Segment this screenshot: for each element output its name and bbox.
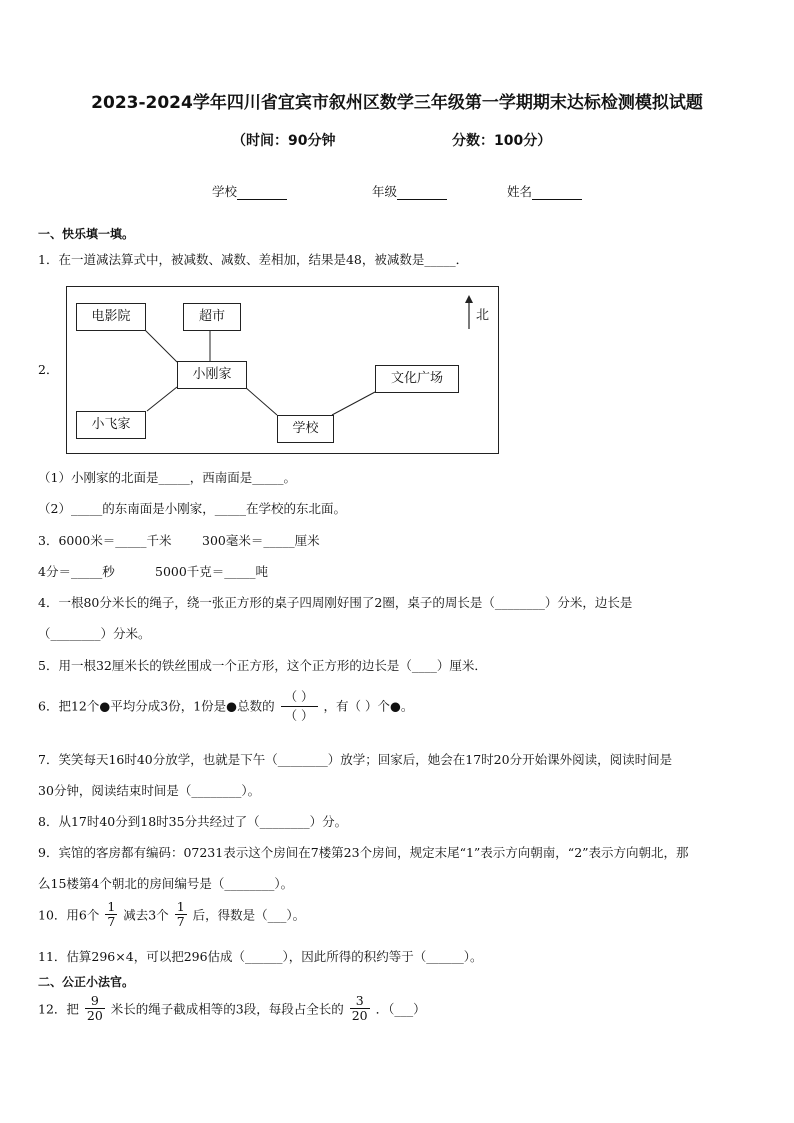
name-blank[interactable]: [532, 185, 582, 200]
question-6: [38, 688, 413, 725]
question-11: 11．估算296×4，可以把296估成（______），因此所得的积约等于（______）。: [38, 949, 483, 964]
question-2-part-2: （2）_____的东南面是小刚家，_____在学校的东北面。: [38, 501, 346, 516]
question-6-fraction: [281, 688, 318, 725]
fraction-denominator: 7: [176, 914, 185, 929]
school-label: 学校: [212, 184, 238, 199]
school-blank[interactable]: [237, 185, 287, 200]
question-2-number: 2．: [38, 362, 59, 377]
question-8: 8．从17时40分到18时35分共经过了（________）分。: [38, 814, 348, 829]
question-3-c: 4分＝_____秒: [38, 564, 115, 579]
section-heading-true-false: 二、公正小法官。: [38, 975, 135, 989]
question-12-fraction-2: [350, 994, 370, 1023]
school-field: [212, 182, 287, 200]
question-12-b: 米长的绳子截成相等的3段，每段占全长的: [110, 1001, 344, 1017]
fraction-numerator: 3: [350, 994, 370, 1009]
exam-score: 分数：100分）: [452, 133, 552, 149]
question-3-a: 3．6000米＝_____千米: [38, 533, 172, 548]
question-10-a: 10．用6个: [38, 907, 100, 923]
map-xiaofei-home: 小飞家: [76, 411, 146, 439]
grade-label: 年级: [372, 184, 398, 199]
fraction-denominator: 20: [86, 1008, 103, 1023]
page-title: 2023-2024学年四川省宜宾市叙州区数学三年级第一学期期末达标检测模拟试题: [91, 93, 703, 113]
direction-map: [66, 286, 499, 454]
question-12-c: ．（___）: [375, 1001, 426, 1017]
question-2-part-1: （1）小刚家的北面是_____，西南面是_____。: [38, 470, 296, 485]
question-1: 1．在一道减法算式中，被减数、减数、差相加，结果是48，被减数是_____．: [38, 252, 469, 267]
map-culture-square: 文化广场: [375, 365, 459, 393]
map-cinema: 电影院: [76, 303, 146, 331]
map-supermarket: 超市: [183, 303, 241, 331]
section-heading-fill-in: 一、快乐填一填。: [38, 227, 135, 241]
name-field: [507, 182, 582, 200]
question-9-line-1: 9．宾馆的客房都有编码：07231表示这个房间在7楼第23个房间，规定末尾“1”表示方向朝南，“2”表示方向朝北，那: [38, 845, 689, 860]
grade-field: [372, 182, 447, 200]
fraction-denominator: 7: [107, 914, 116, 929]
question-12-fraction-1: [85, 994, 105, 1023]
fraction-numerator: 9: [85, 994, 105, 1009]
question-6-fraction-denominator[interactable]: （ ）: [284, 708, 314, 723]
map-school: 学校: [277, 415, 334, 443]
question-3-d: 5000千克＝_____吨: [155, 564, 269, 579]
question-6-prefix: 6．把12个●平均分成3份，1份是●总数的: [38, 698, 275, 714]
question-4-line-1: 4．一根80分米长的绳子，绕一张正方形的桌子四周刚好围了2圈，桌子的周长是（________）分米，边长是: [38, 595, 633, 610]
question-4-line-2: （________）分米。: [38, 626, 151, 641]
question-10-c: 后，得数是（___）。: [192, 907, 306, 923]
question-7-line-2: 30分钟，阅读结束时间是（________）。: [38, 783, 261, 798]
fraction-denominator: 20: [351, 1008, 368, 1023]
question-6-suffix: ，有（ ）个●。: [323, 698, 414, 714]
question-3-b: 300毫米＝_____厘米: [202, 533, 320, 548]
question-10-fraction-1: [105, 900, 117, 929]
fraction-numerator: 1: [107, 899, 116, 914]
question-10-b: 减去3个: [123, 907, 169, 923]
question-10-fraction-2: [175, 900, 187, 929]
question-12-a: 12．把: [38, 1001, 79, 1017]
question-12: [38, 994, 426, 1023]
question-9-line-2: 么15楼第4个朝北的房间编号是（________）。: [38, 876, 294, 891]
exam-time: （时间：90分钟: [232, 133, 336, 149]
question-5: 5．用一根32厘米长的铁丝围成一个正方形，这个正方形的边长是（____）厘米．: [38, 658, 487, 673]
north-label: 北: [476, 308, 490, 323]
fraction-numerator: 1: [176, 899, 185, 914]
map-xiaogang-home: 小刚家: [177, 361, 247, 389]
question-6-fraction-numerator[interactable]: （ ）: [281, 688, 318, 707]
question-7-line-1: 7．笑笑每天16时40分放学，也就是下午（________）放学；回家后，她会在17时20分开始课外阅读，阅读时间是: [38, 752, 673, 767]
question-10: [38, 900, 305, 929]
grade-blank[interactable]: [397, 185, 447, 200]
name-label: 姓名: [507, 184, 533, 199]
